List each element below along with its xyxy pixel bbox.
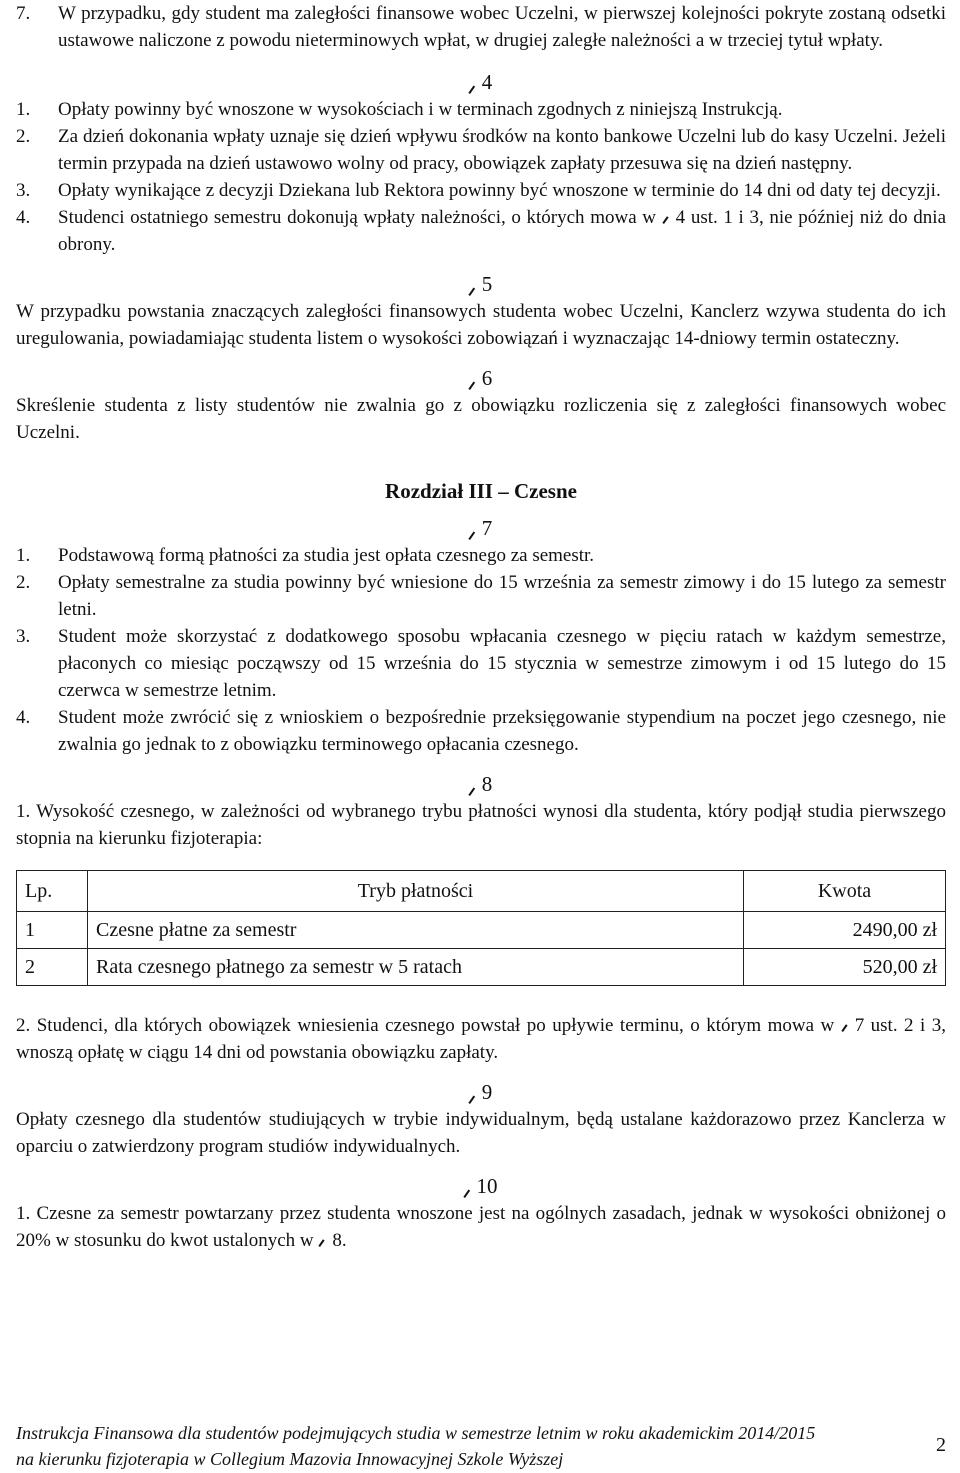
table-cell: 1 [17, 912, 88, 949]
paragraph-part: 1. Czesne za semestr powtarzany przez studenta wnoszone jest na ogólnych zasadach, jednak w wysokości obniżonej o 20% w stosunku do kwot ustalonych w [16, 1203, 946, 1251]
section-symbol-icon [470, 1084, 480, 1106]
chapter-title: Rozdział III – Czesne [385, 479, 577, 503]
item-number: 4. [16, 707, 31, 728]
table-cell: 520,00 zł [744, 949, 946, 986]
section-number: 4 [481, 70, 493, 94]
list-item [16, 623, 946, 704]
section-symbol-icon [470, 520, 480, 542]
paragraph: Opłaty czesnego dla studentów studiujących w trybie indywidualnym, będą ustalane każdorazowo przez Kanclerza w oparciu o zatwierdzony program studiów indywidualnych. [16, 1109, 946, 1157]
item-text: Opłaty wynikające z decyzji Dziekana lub Rektora powinny być wnoszone w terminie do 14 dni od daty tej decyzji. [58, 180, 941, 201]
section-symbol-icon [320, 1230, 328, 1248]
footer-line: na kierunku fizjoterapia w Collegium Mazovia Innowacyjnej Szkole Wyższej [16, 1449, 564, 1469]
section-heading [16, 758, 946, 798]
document-page [16, 0, 946, 1254]
section-number: 5 [481, 272, 493, 296]
section-number: 6 [481, 366, 493, 390]
table-cell: 2 [17, 949, 88, 986]
paragraph: 1. Wysokość czesnego, w zależności od wybranego trybu płatności wynosi dla studenta, który podjął studia pierwszego stopnia na kierunku fizjoterapia: [16, 801, 946, 849]
section-heading [16, 258, 946, 298]
fee-table [16, 870, 946, 986]
paragraph: Skreślenie studenta z listy studentów nie zwalnia go z obowiązku rozliczenia się z zaległości finansowych wobec Uczelni. [16, 395, 946, 443]
section-heading [16, 1160, 946, 1200]
page-footer [16, 1420, 946, 1472]
paragraph [16, 1200, 946, 1254]
list-item [16, 123, 946, 177]
section-heading [16, 1066, 946, 1106]
item-text: Student może zwrócić się z wnioskiem o bezpośrednie przeksięgowanie stypendium na poczet jego czesnego, nie zwalnia go jednak to z obowiązku terminowego opłacania czesnego. [58, 707, 946, 755]
table-cell: Czesne płatne za semestr [88, 912, 744, 949]
section-number: 8 [481, 772, 493, 796]
paragraph [16, 1012, 946, 1066]
table-header-row [17, 871, 946, 912]
item-text: Opłaty semestralne za studia powinny być wniesione do 15 września za semestr zimowy i do 15 lutego za semestr letni. [58, 572, 946, 620]
item-text-part: Studenci ostatniego semestru dokonują wpłaty należności, o których mowa w [58, 207, 657, 228]
section-symbol-icon [470, 276, 480, 298]
section-heading [16, 506, 946, 542]
item-number: 7. [16, 3, 31, 24]
table-header-cell: Lp. [17, 871, 88, 912]
section-symbol-icon [470, 370, 480, 392]
table-cell: Rata czesnego płatnego za semestr w 5 ratach [88, 949, 744, 986]
list-item [16, 177, 946, 204]
item-text: Opłaty powinny być wnoszone w wysokościach i w terminach zgodnych z niniejszą Instrukcją. [58, 99, 783, 120]
list-item [16, 96, 946, 123]
item-number: 2. [16, 572, 31, 593]
item-number: 3. [16, 626, 31, 647]
item-number: 4. [16, 207, 31, 228]
section-symbol-icon [470, 74, 480, 96]
page-number: 2 [936, 1434, 946, 1456]
section-heading [16, 54, 946, 96]
list-item [16, 569, 946, 623]
section-heading [16, 352, 946, 392]
section-symbol-icon [843, 1015, 851, 1033]
item-number: 1. [16, 545, 31, 566]
item-number: 3. [16, 180, 31, 201]
item-text-part: 4 ust. 1 i 3, nie później niż do dnia obrony. [58, 207, 947, 255]
list-item [16, 542, 946, 569]
table-row [17, 949, 946, 986]
list-item [16, 0, 946, 54]
list-item [16, 204, 946, 258]
paragraph-part: 7 ust. 2 i 3, wnoszą opłatę w ciągu 14 dni od powstania obowiązku zapłaty. [16, 1015, 947, 1063]
section-number: 7 [481, 516, 493, 540]
list-item [16, 704, 946, 758]
item-text: Student może skorzystać z dodatkowego sposobu wpłacania czesnego w pięciu ratach w każdym semestrze, płaconych co miesiąc począwszy od 15 września do 15 stycznia w semestrze zimowym i od 15 lutego do 15 czerwca w semestrze letnim. [58, 626, 946, 701]
section-number: 9 [481, 1080, 493, 1104]
paragraph-part: 8. [332, 1230, 347, 1251]
item-text: W przypadku, gdy student ma zaległości finansowe wobec Uczelni, w pierwszej kolejności pokryte zostaną odsetki ustawowe naliczone z powodu nieterminowych wpłat, w drugiej zaległe należności a w trzeciej tytuł wpłaty. [58, 3, 946, 51]
paragraph: W przypadku powstania znaczących zaległości finansowych studenta wobec Uczelni, Kanclerz wzywa studenta do ich uregulowania, powiadamiając studenta listem o wysokości zobowiązań i wyznaczając 14-dniowy termin ostateczny. [16, 301, 946, 349]
item-text: Podstawową formą płatności za studia jest opłata czesnego za semestr. [58, 545, 595, 566]
footer-line: Instrukcja Finansowa dla studentów podejmujących studia w semestrze letnim w roku akademickim 2014/2015 [16, 1423, 816, 1443]
table-cell: 2490,00 zł [744, 912, 946, 949]
section-number: 10 [476, 1174, 498, 1198]
item-text [58, 204, 946, 258]
item-text: Za dzień dokonania wpłaty uznaje się dzień wpływu środków na konto bankowe Uczelni lub do kasy Uczelni. Jeżeli termin przypada na dzień ustawowo wolny od pracy, obowiązek zapłaty przesuwa się na dzień następny. [58, 126, 946, 174]
item-number: 2. [16, 126, 31, 147]
table-header-cell: Tryb płatności [88, 871, 744, 912]
paragraph-part: 2. Studenci, dla których obowiązek wniesienia czesnego powstał po upływie terminu, o którym mowa w [16, 1015, 835, 1036]
section-symbol-icon [470, 776, 480, 798]
table-header-cell: Kwota [744, 871, 946, 912]
section-symbol-icon [465, 1178, 475, 1200]
item-number: 1. [16, 99, 31, 120]
table-row [17, 912, 946, 949]
section-symbol-icon [664, 207, 672, 225]
